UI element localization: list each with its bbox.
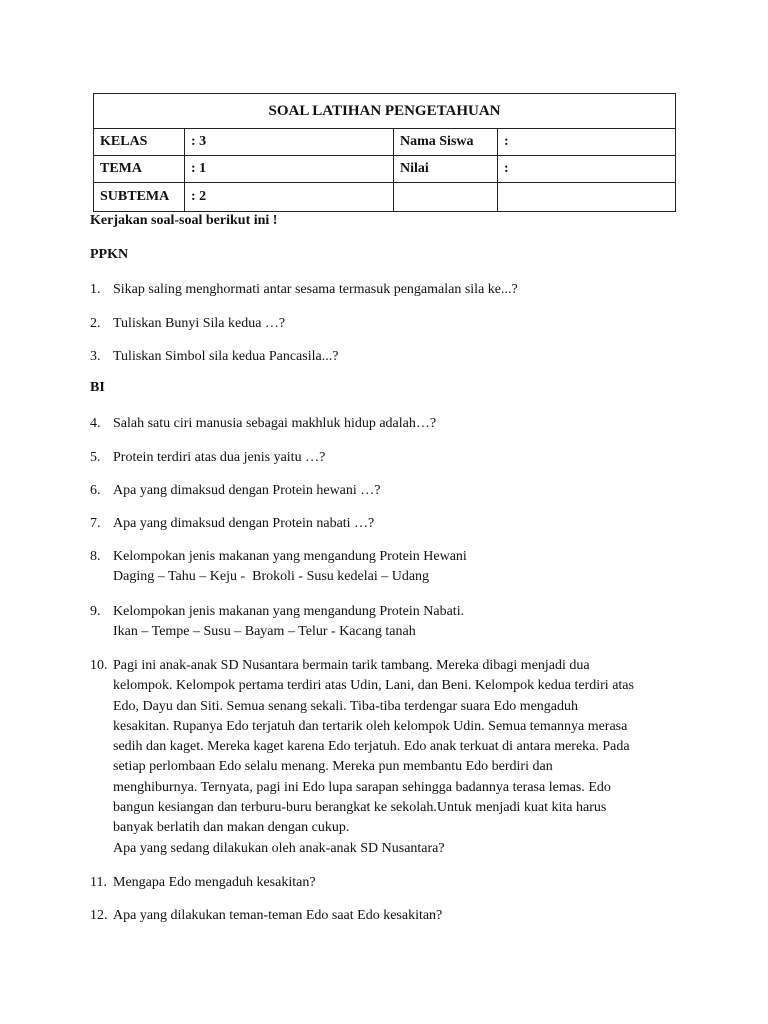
question-text: sedih dan kaget. Mereka kaget karena Edo terjatuh. Edo anak terkuat di antara mereka. Pada — [113, 739, 630, 755]
question-item — [90, 514, 690, 534]
question-text: Mengapa Edo mengaduh kesakitan? — [113, 875, 316, 890]
header-row-kelas — [94, 129, 676, 156]
value-nilai: : — [498, 156, 676, 183]
question-text: banyak berlatih dan makan dengan cukup. — [113, 820, 350, 836]
empty-cell — [394, 183, 498, 212]
question-item — [90, 481, 690, 501]
value-tema: : 1 — [185, 156, 394, 183]
section-heading-bi: BI — [90, 380, 105, 395]
question-text: Daging – Tahu – Keju - Brokoli - Susu kedelai – Udang — [113, 569, 430, 585]
header-title-row — [94, 94, 676, 129]
label-nilai: Nilai — [394, 156, 498, 183]
value-kelas: : 3 — [185, 129, 394, 156]
question-number: 3. — [90, 349, 101, 364]
question-text: Kelompokan jenis makanan yang mengandung Protein Nabati. — [113, 604, 465, 619]
question-number: 1. — [90, 282, 101, 297]
question-number: 6. — [90, 483, 101, 498]
question-item — [90, 602, 690, 643]
header-row-tema — [94, 156, 676, 183]
question-number: 8. — [90, 549, 101, 564]
question-text: Apa yang sedang dilakukan oleh anak-anak SD Nusantara? — [113, 840, 445, 856]
question-text: Edo, Dayu dan Siti. Semua senang sekali. Tiba-tiba terdengar suara Edo mengaduh — [113, 698, 579, 714]
label-subtema: SUBTEMA — [94, 183, 185, 212]
question-item — [90, 280, 690, 300]
question-text: menghiburnya. Ternyata, pagi ini Edo lupa sarapan sehingga badannya terasa lemas. Edo — [113, 779, 611, 795]
question-text: Tuliskan Simbol sila kedua Pancasila...? — [113, 349, 339, 364]
question-number: 7. — [90, 516, 101, 531]
question-number: 2. — [90, 316, 101, 331]
header-table — [93, 93, 676, 212]
question-item — [90, 414, 690, 434]
question-text: kelompok. Kelompok pertama terdiri atas Udin, Lani, dan Beni. Kelompok kedua terdiri atas — [113, 678, 634, 694]
question-text: Protein terdiri atas dua jenis yaitu …? — [113, 450, 326, 465]
label-kelas: KELAS — [94, 129, 185, 156]
question-number: 4. — [90, 416, 101, 431]
header-row-subtema — [94, 183, 676, 212]
question-item — [90, 906, 690, 926]
question-text: Salah satu ciri manusia sebagai makhluk hidup adalah…? — [113, 416, 437, 431]
question-number: 12. — [90, 908, 108, 923]
question-item — [90, 547, 690, 588]
question-item — [90, 314, 690, 334]
question-text: Tuliskan Bunyi Sila kedua …? — [113, 316, 286, 331]
question-number: 10. — [90, 658, 108, 673]
question-item — [90, 448, 690, 468]
question-text: Pagi ini anak-anak SD Nusantara bermain tarik tambang. Mereka dibagi menjadi dua — [113, 658, 590, 673]
question-text: Ikan – Tempe – Susu – Bayam – Telur - Kacang tanah — [113, 624, 416, 640]
question-text: kesakitan. Rupanya Edo terjatuh dan tertarik oleh kelompok Udin. Semua temannya merasa — [113, 718, 628, 734]
question-item — [90, 347, 690, 367]
instruction-text: Kerjakan soal-soal berikut ini ! — [90, 213, 278, 228]
question-text: Kelompokan jenis makanan yang mengandung Protein Hewani — [113, 549, 467, 564]
label-nama-siswa: Nama Siswa — [394, 129, 498, 156]
value-nama-siswa: : — [498, 129, 676, 156]
question-text: Apa yang dimaksud dengan Protein nabati …? — [113, 516, 375, 531]
question-number: 9. — [90, 604, 101, 619]
question-item — [90, 873, 690, 893]
value-subtema: : 2 — [185, 183, 394, 212]
worksheet-title: SOAL LATIHAN PENGETAHUAN — [94, 94, 676, 129]
question-text: Apa yang dilakukan teman-teman Edo saat Edo kesakitan? — [113, 908, 443, 923]
question-text: Sikap saling menghormati antar sesama termasuk pengamalan sila ke...? — [113, 282, 518, 297]
question-text: Apa yang dimaksud dengan Protein hewani …? — [113, 483, 381, 498]
section-heading-ppkn: PPKN — [90, 247, 129, 262]
question-item — [90, 656, 690, 859]
empty-cell — [498, 183, 676, 212]
label-tema: TEMA — [94, 156, 185, 183]
question-text: setiap perlombaan Edo selalu menang. Mereka pun membantu Edo berdiri dan — [113, 759, 553, 775]
question-number: 11. — [90, 875, 107, 890]
question-number: 5. — [90, 450, 101, 465]
question-text: bangun kesiangan dan terburu-buru berangkat ke sekolah.Untuk menjadi kuat kita harus — [113, 800, 607, 816]
